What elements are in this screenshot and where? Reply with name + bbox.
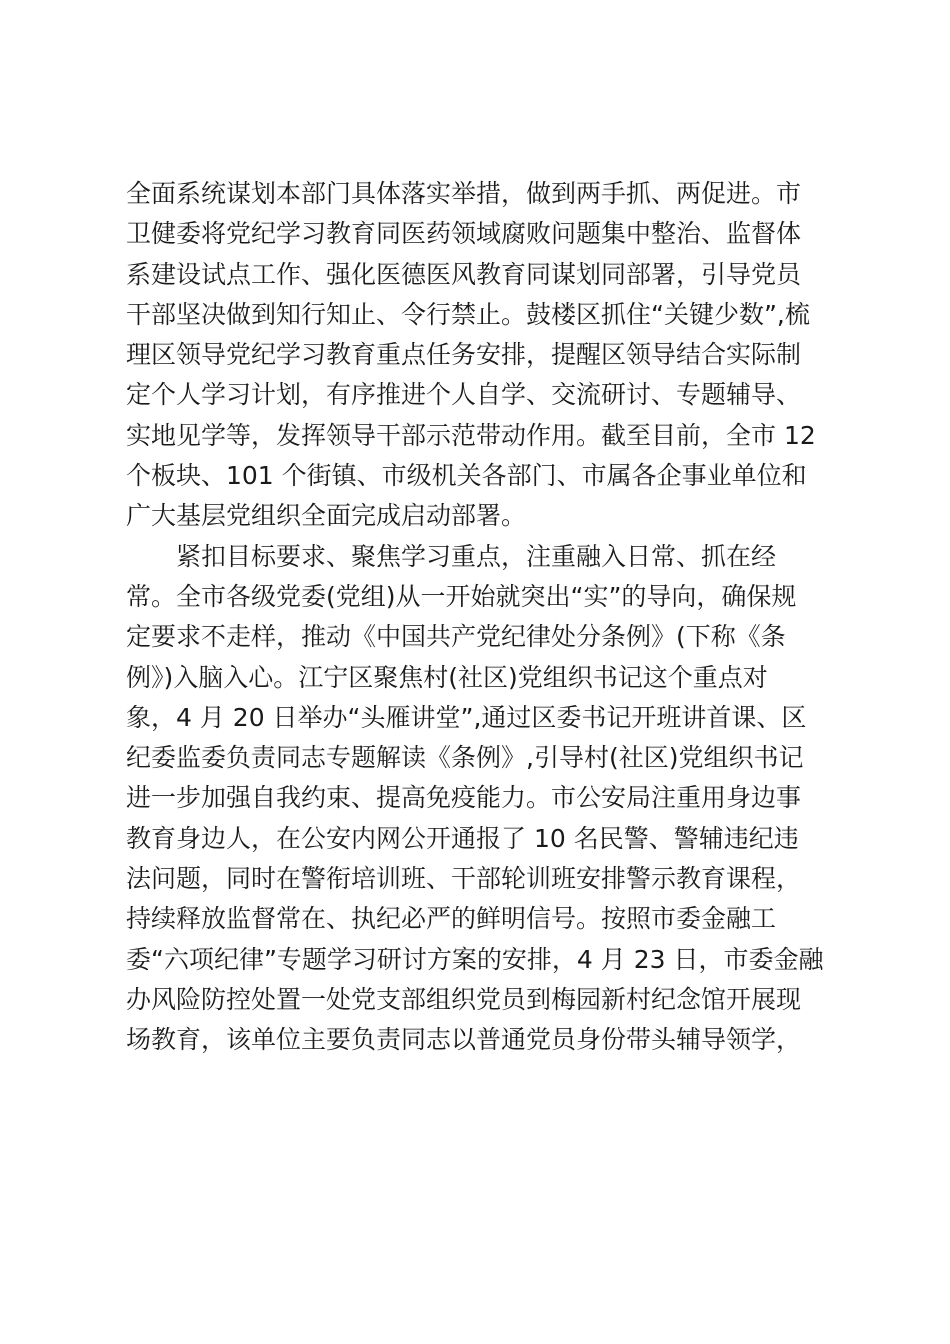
- text-line: 个板块、101 个街镇、市级机关各部门、市属各企事业单位和: [126, 461, 807, 491]
- text-line: 定个人学习计划，有序推进个人自学、交流研讨、专题辅导、: [126, 380, 802, 410]
- body-text: [126, 174, 836, 1061]
- text-line: 卫健委将党纪学习教育同医药领域腐败问题集中整治、监督体: [126, 219, 802, 249]
- text-line: 进一步加强自我约束、提高免疫能力。市公安局注重用身边事: [126, 783, 802, 813]
- text-line: 委“六项纪律”专题学习研讨方案的安排，4 月 23 日，市委金融: [126, 944, 824, 974]
- text-line: 例》)入脑入心。江宁区聚焦村(社区)党组织书记这个重点对: [126, 662, 768, 692]
- text-line: 定要求不走样，推动《中国共产党纪律处分条例》(下称《条: [126, 622, 786, 652]
- text-line: 实地见学等，发挥领导干部示范带动作用。截至目前，全市 12: [126, 420, 816, 450]
- text-line: 理区领导党纪学习教育重点任务安排，提醒区领导结合实际制: [126, 340, 802, 370]
- text-line: 干部坚决做到知行知止、令行禁止。鼓楼区抓住“关键少数”,梳: [126, 299, 810, 329]
- paragraph-1: [126, 174, 836, 537]
- paragraph-2: [126, 537, 836, 1061]
- text-line: 纪委监委负责同志专题解读《条例》,引导村(社区)党组织书记: [126, 743, 804, 773]
- text-line: 持续释放监督常在、执纪必严的鲜明信号。按照市委金融工: [126, 904, 777, 934]
- text-line: 常。全市各级党委(党组)从一开始就突出“实”的导向，确保规: [126, 581, 797, 611]
- text-line: 办风险防控处置一处党支部组织党员到梅园新村纪念馆开展现: [126, 984, 802, 1014]
- text-line: 系建设试点工作、强化医德医风教育同谋划同部署，引导党员: [126, 259, 802, 289]
- text-line: 广大基层党组织全面完成启动部署。: [126, 501, 527, 531]
- text-line: 法问题，同时在警衔培训班、干部轮训班安排警示教育课程，: [126, 864, 802, 894]
- text-line: 紧扣目标要求、聚焦学习重点，注重融入日常、抓在经: [176, 541, 777, 571]
- text-line: 全面系统谋划本部门具体落实举措，做到两手抓、两促进。市: [126, 179, 802, 208]
- text-line: 场教育，该单位主要负责同志以普通党员身份带头辅导领学，: [126, 1025, 802, 1055]
- text-line: 教育身边人，在公安内网公开通报了 10 名民警、警辅违纪违: [126, 823, 799, 853]
- text-line: 象，4 月 20 日举办“头雁讲堂”,通过区委书记开班讲首课、区: [126, 702, 807, 732]
